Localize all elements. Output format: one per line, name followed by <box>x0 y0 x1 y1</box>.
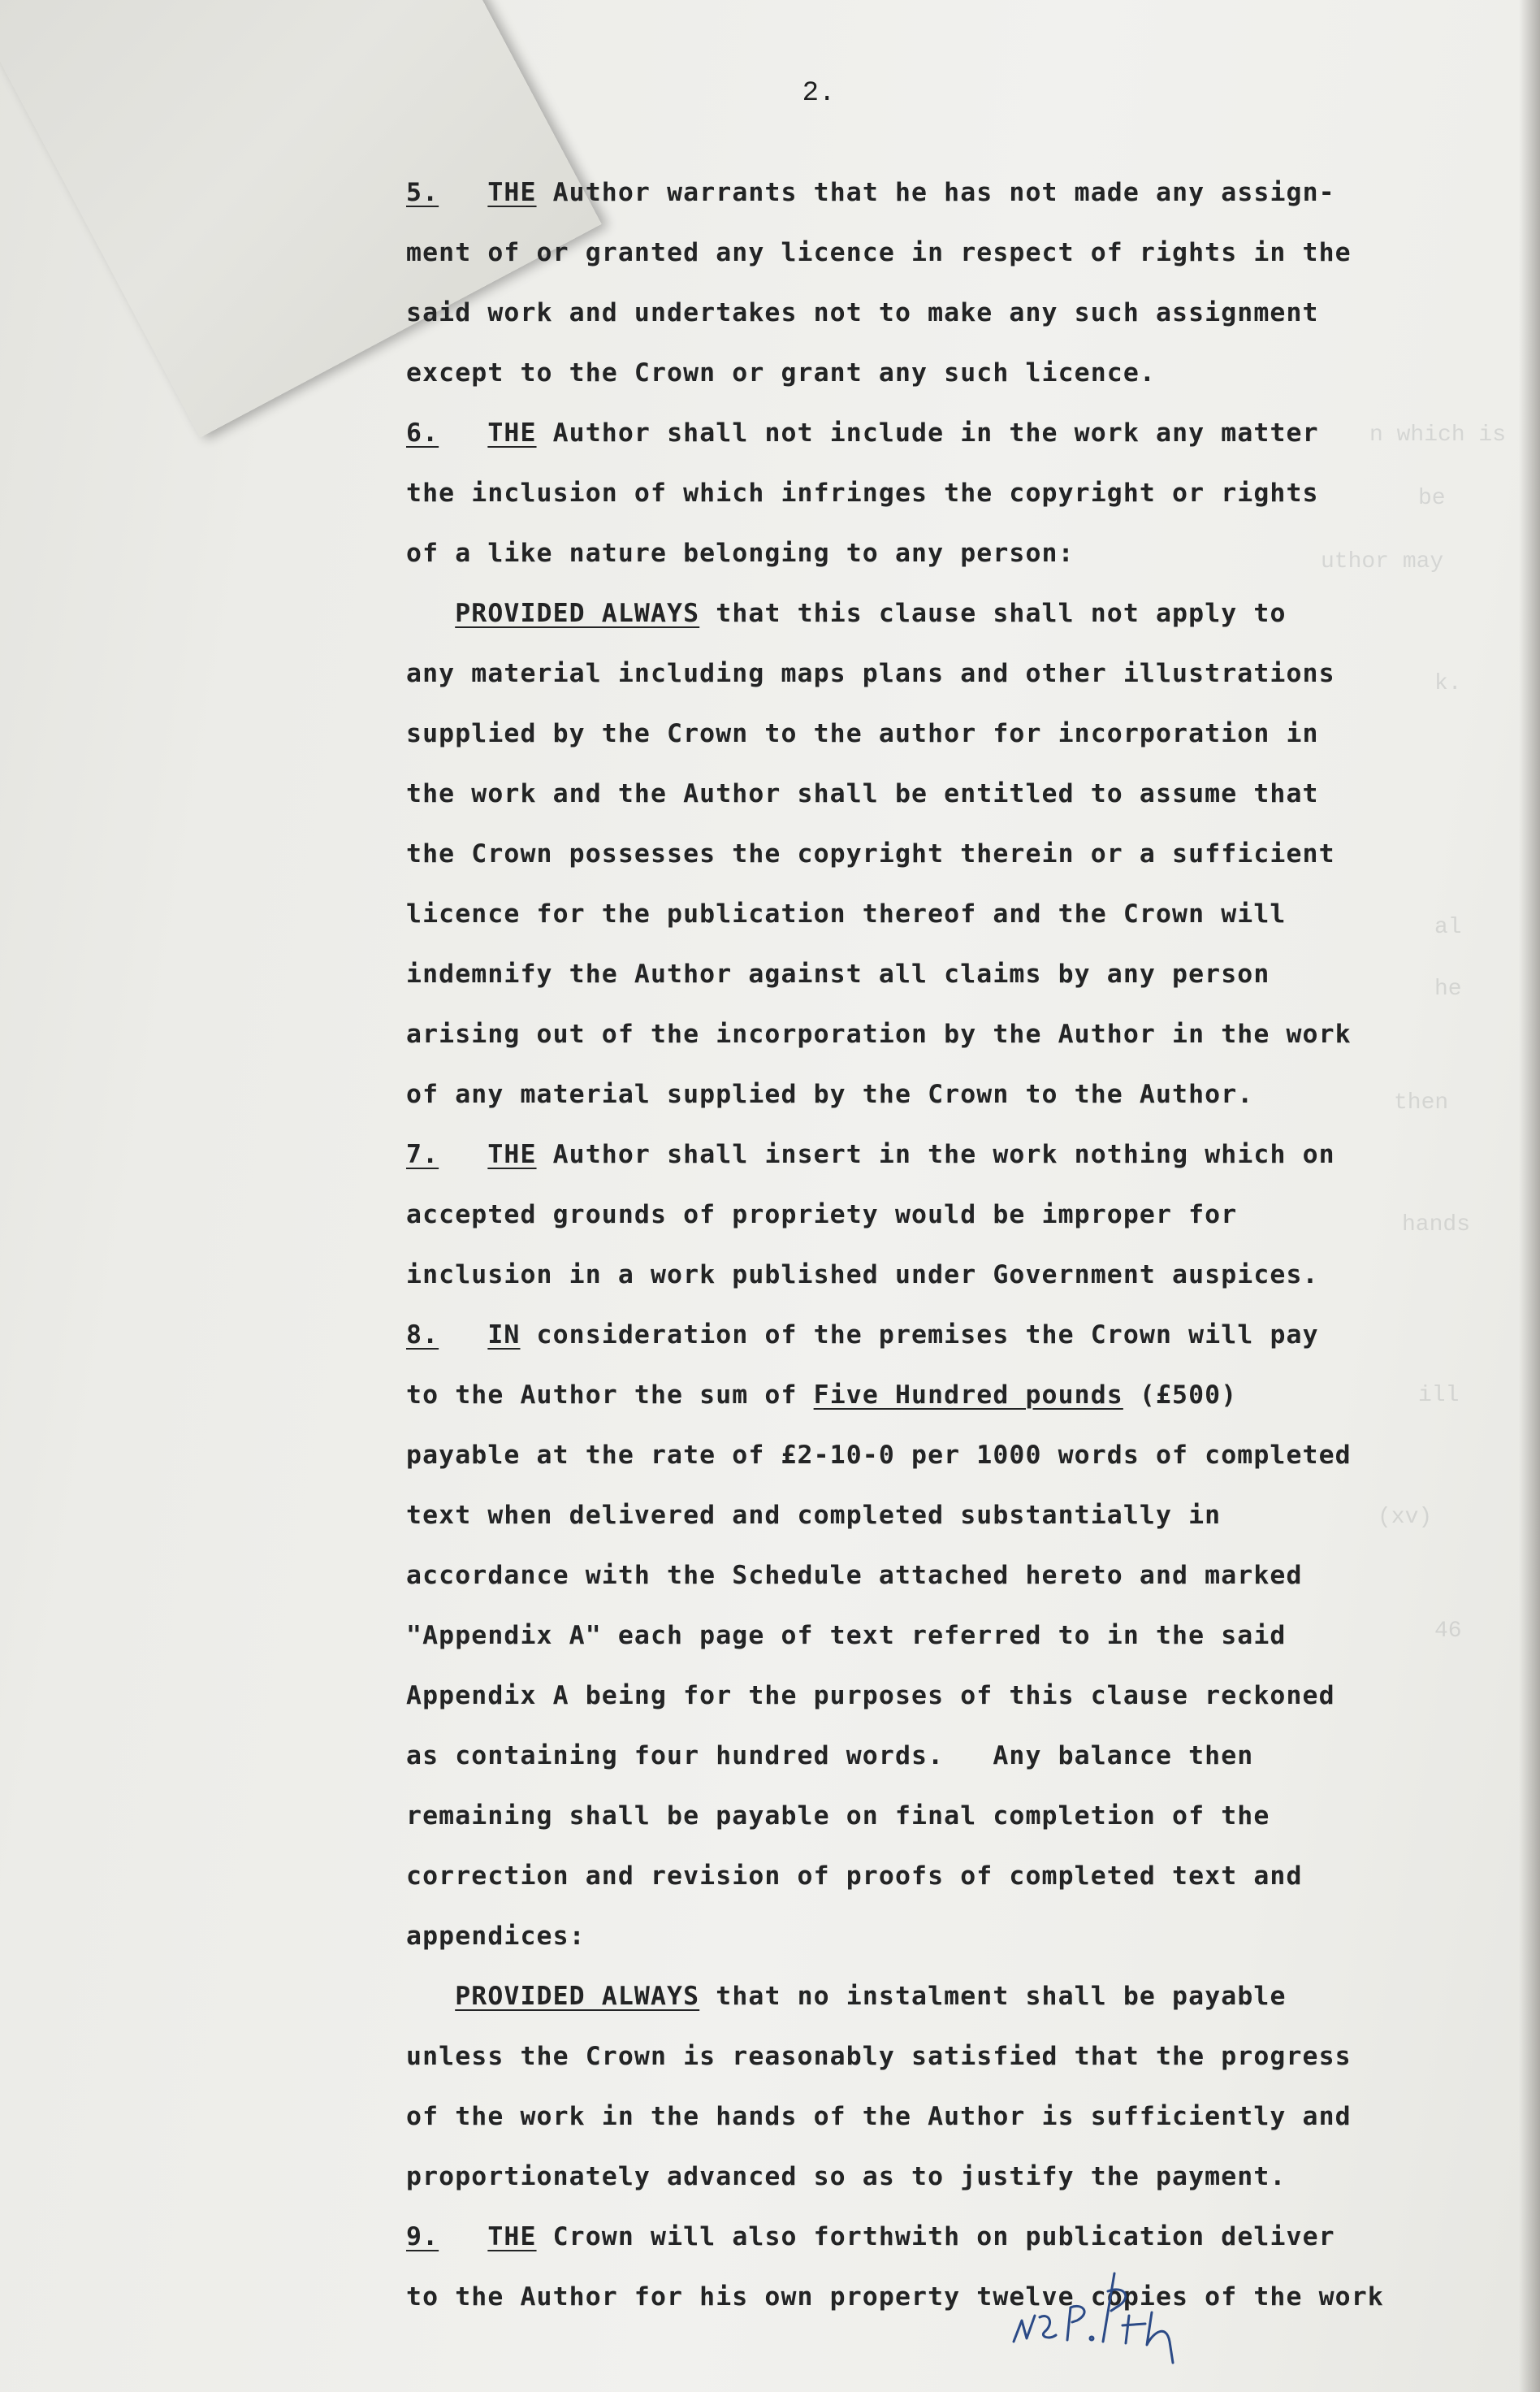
text-segment <box>439 1320 487 1350</box>
text-segment <box>439 178 487 207</box>
text-line <box>406 1124 1511 1185</box>
text-line <box>406 1786 1511 1846</box>
text-segment: any material including maps plans and other illustrations <box>406 659 1335 688</box>
text-segment: remaining shall be payable on final completion of the <box>406 1801 1270 1831</box>
text-line <box>406 2147 1511 2207</box>
text-segment: Crown will also forthwith on publication deliver <box>536 2222 1335 2251</box>
text-segment: the Crown possesses the copyright therein or a sufficient <box>406 839 1335 869</box>
text-line <box>406 2026 1511 2086</box>
text-line <box>406 1906 1511 1966</box>
text-segment: indemnify the Author against all claims by any person <box>406 960 1270 989</box>
text-segment: to the Author for his own property twelve copies of the work <box>406 2282 1384 2312</box>
text-line <box>406 1305 1511 1365</box>
text-segment <box>439 418 487 448</box>
text-segment: proportionately advanced so as to justify the payment. <box>406 2162 1287 2191</box>
text-line <box>406 2267 1511 2327</box>
text-segment: Author warrants that he has not made any assign- <box>536 178 1335 207</box>
document-body <box>406 162 1511 2327</box>
text-line <box>406 223 1511 283</box>
underlined-text: 7. <box>406 1140 439 1169</box>
text-line <box>406 644 1511 704</box>
text-line <box>406 1245 1511 1305</box>
text-segment: payable at the rate of £2-10-0 per 1000 words of completed <box>406 1441 1352 1470</box>
text-segment: of any material supplied by the Crown to the Author. <box>406 1080 1254 1109</box>
text-line <box>406 1666 1511 1726</box>
underlined-text: Five Hundred pounds <box>813 1380 1123 1410</box>
text-segment: licence for the publication thereof and the Crown will <box>406 899 1287 929</box>
text-segment: appendices: <box>406 1922 586 1951</box>
text-line <box>406 1846 1511 1906</box>
text-segment: correction and revision of proofs of completed text and <box>406 1861 1303 1891</box>
text-line <box>406 1185 1511 1245</box>
underlined-text: 5. <box>406 178 439 207</box>
text-segment: said work and undertakes not to make any such assignment <box>406 298 1319 327</box>
text-line <box>406 1064 1511 1124</box>
text-line <box>406 1726 1511 1786</box>
underlined-text: THE <box>487 418 537 448</box>
text-line <box>406 343 1511 403</box>
underlined-text: THE <box>487 178 537 207</box>
text-line <box>406 1365 1511 1425</box>
text-line <box>406 283 1511 343</box>
text-line <box>406 2207 1511 2267</box>
text-segment: the inclusion of which infringes the copyright or rights <box>406 479 1319 508</box>
text-segment: unless the Crown is reasonably satisfied that the progress <box>406 2042 1352 2071</box>
text-line <box>406 944 1511 1004</box>
text-line <box>406 1004 1511 1064</box>
text-line <box>406 824 1511 884</box>
text-segment <box>439 1140 487 1169</box>
text-segment: that no instalment shall be payable <box>699 1982 1287 2011</box>
text-segment: text when delivered and completed substantially in <box>406 1501 1222 1530</box>
text-segment: that this clause shall not apply to <box>699 599 1287 628</box>
signature-initials <box>1007 2267 1202 2364</box>
text-segment: consideration of the premises the Crown will pay <box>520 1320 1319 1350</box>
text-line <box>406 403 1511 463</box>
text-line <box>406 162 1511 223</box>
text-segment <box>439 2222 487 2251</box>
text-line <box>406 523 1511 583</box>
text-segment: Author shall insert in the work nothing which on <box>536 1140 1335 1169</box>
underlined-text: 6. <box>406 418 439 448</box>
text-segment: inclusion in a work published under Government auspices. <box>406 1260 1319 1289</box>
text-line <box>406 1485 1511 1545</box>
text-segment: as containing four hundred words. Any balance then <box>406 1741 1254 1770</box>
text-line <box>406 1606 1511 1666</box>
underlined-text: THE <box>487 1140 537 1169</box>
text-segment: accepted grounds of propriety would be improper for <box>406 1200 1238 1229</box>
text-segment: Appendix A being for the purposes of this clause reckoned <box>406 1681 1335 1710</box>
text-segment: of the work in the hands of the Author is sufficiently and <box>406 2102 1352 2131</box>
text-line <box>406 1966 1511 2026</box>
text-line <box>406 463 1511 523</box>
page-number: 2. <box>802 78 836 109</box>
text-line <box>406 884 1511 944</box>
text-segment: of a like nature belonging to any person: <box>406 539 1075 568</box>
underlined-text: 8. <box>406 1320 439 1350</box>
text-segment: ment of or granted any licence in respect of rights in the <box>406 238 1352 267</box>
underlined-text: PROVIDED ALWAYS <box>455 1982 700 2011</box>
text-segment: supplied by the Crown to the author for incorporation in <box>406 719 1319 748</box>
text-segment: Author shall not include in the work any matter <box>536 418 1319 448</box>
underlined-text: THE <box>487 2222 537 2251</box>
show-through-text: n which is be uthor may k. al he then hands ill (xv) 46 <box>1321 422 1507 1644</box>
text-segment: to the Author the sum of <box>406 1380 814 1410</box>
text-line <box>406 1545 1511 1606</box>
text-line <box>406 764 1511 824</box>
text-segment: "Appendix A" each page of text referred to in the said <box>406 1621 1287 1650</box>
text-segment: the work and the Author shall be entitled to assume that <box>406 779 1319 808</box>
text-segment <box>406 599 455 628</box>
text-segment: except to the Crown or grant any such licence. <box>406 358 1156 388</box>
text-segment <box>406 1982 455 2011</box>
text-line <box>406 704 1511 764</box>
underlined-text: PROVIDED ALWAYS <box>455 599 700 628</box>
underlined-text: 9. <box>406 2222 439 2251</box>
text-line <box>406 2086 1511 2147</box>
text-line <box>406 1425 1511 1485</box>
text-line <box>406 583 1511 644</box>
text-segment: arising out of the incorporation by the Author in the work <box>406 1020 1352 1049</box>
text-segment: accordance with the Schedule attached hereto and marked <box>406 1561 1303 1590</box>
text-segment: (£500) <box>1123 1380 1238 1410</box>
underlined-text: IN <box>487 1320 521 1350</box>
